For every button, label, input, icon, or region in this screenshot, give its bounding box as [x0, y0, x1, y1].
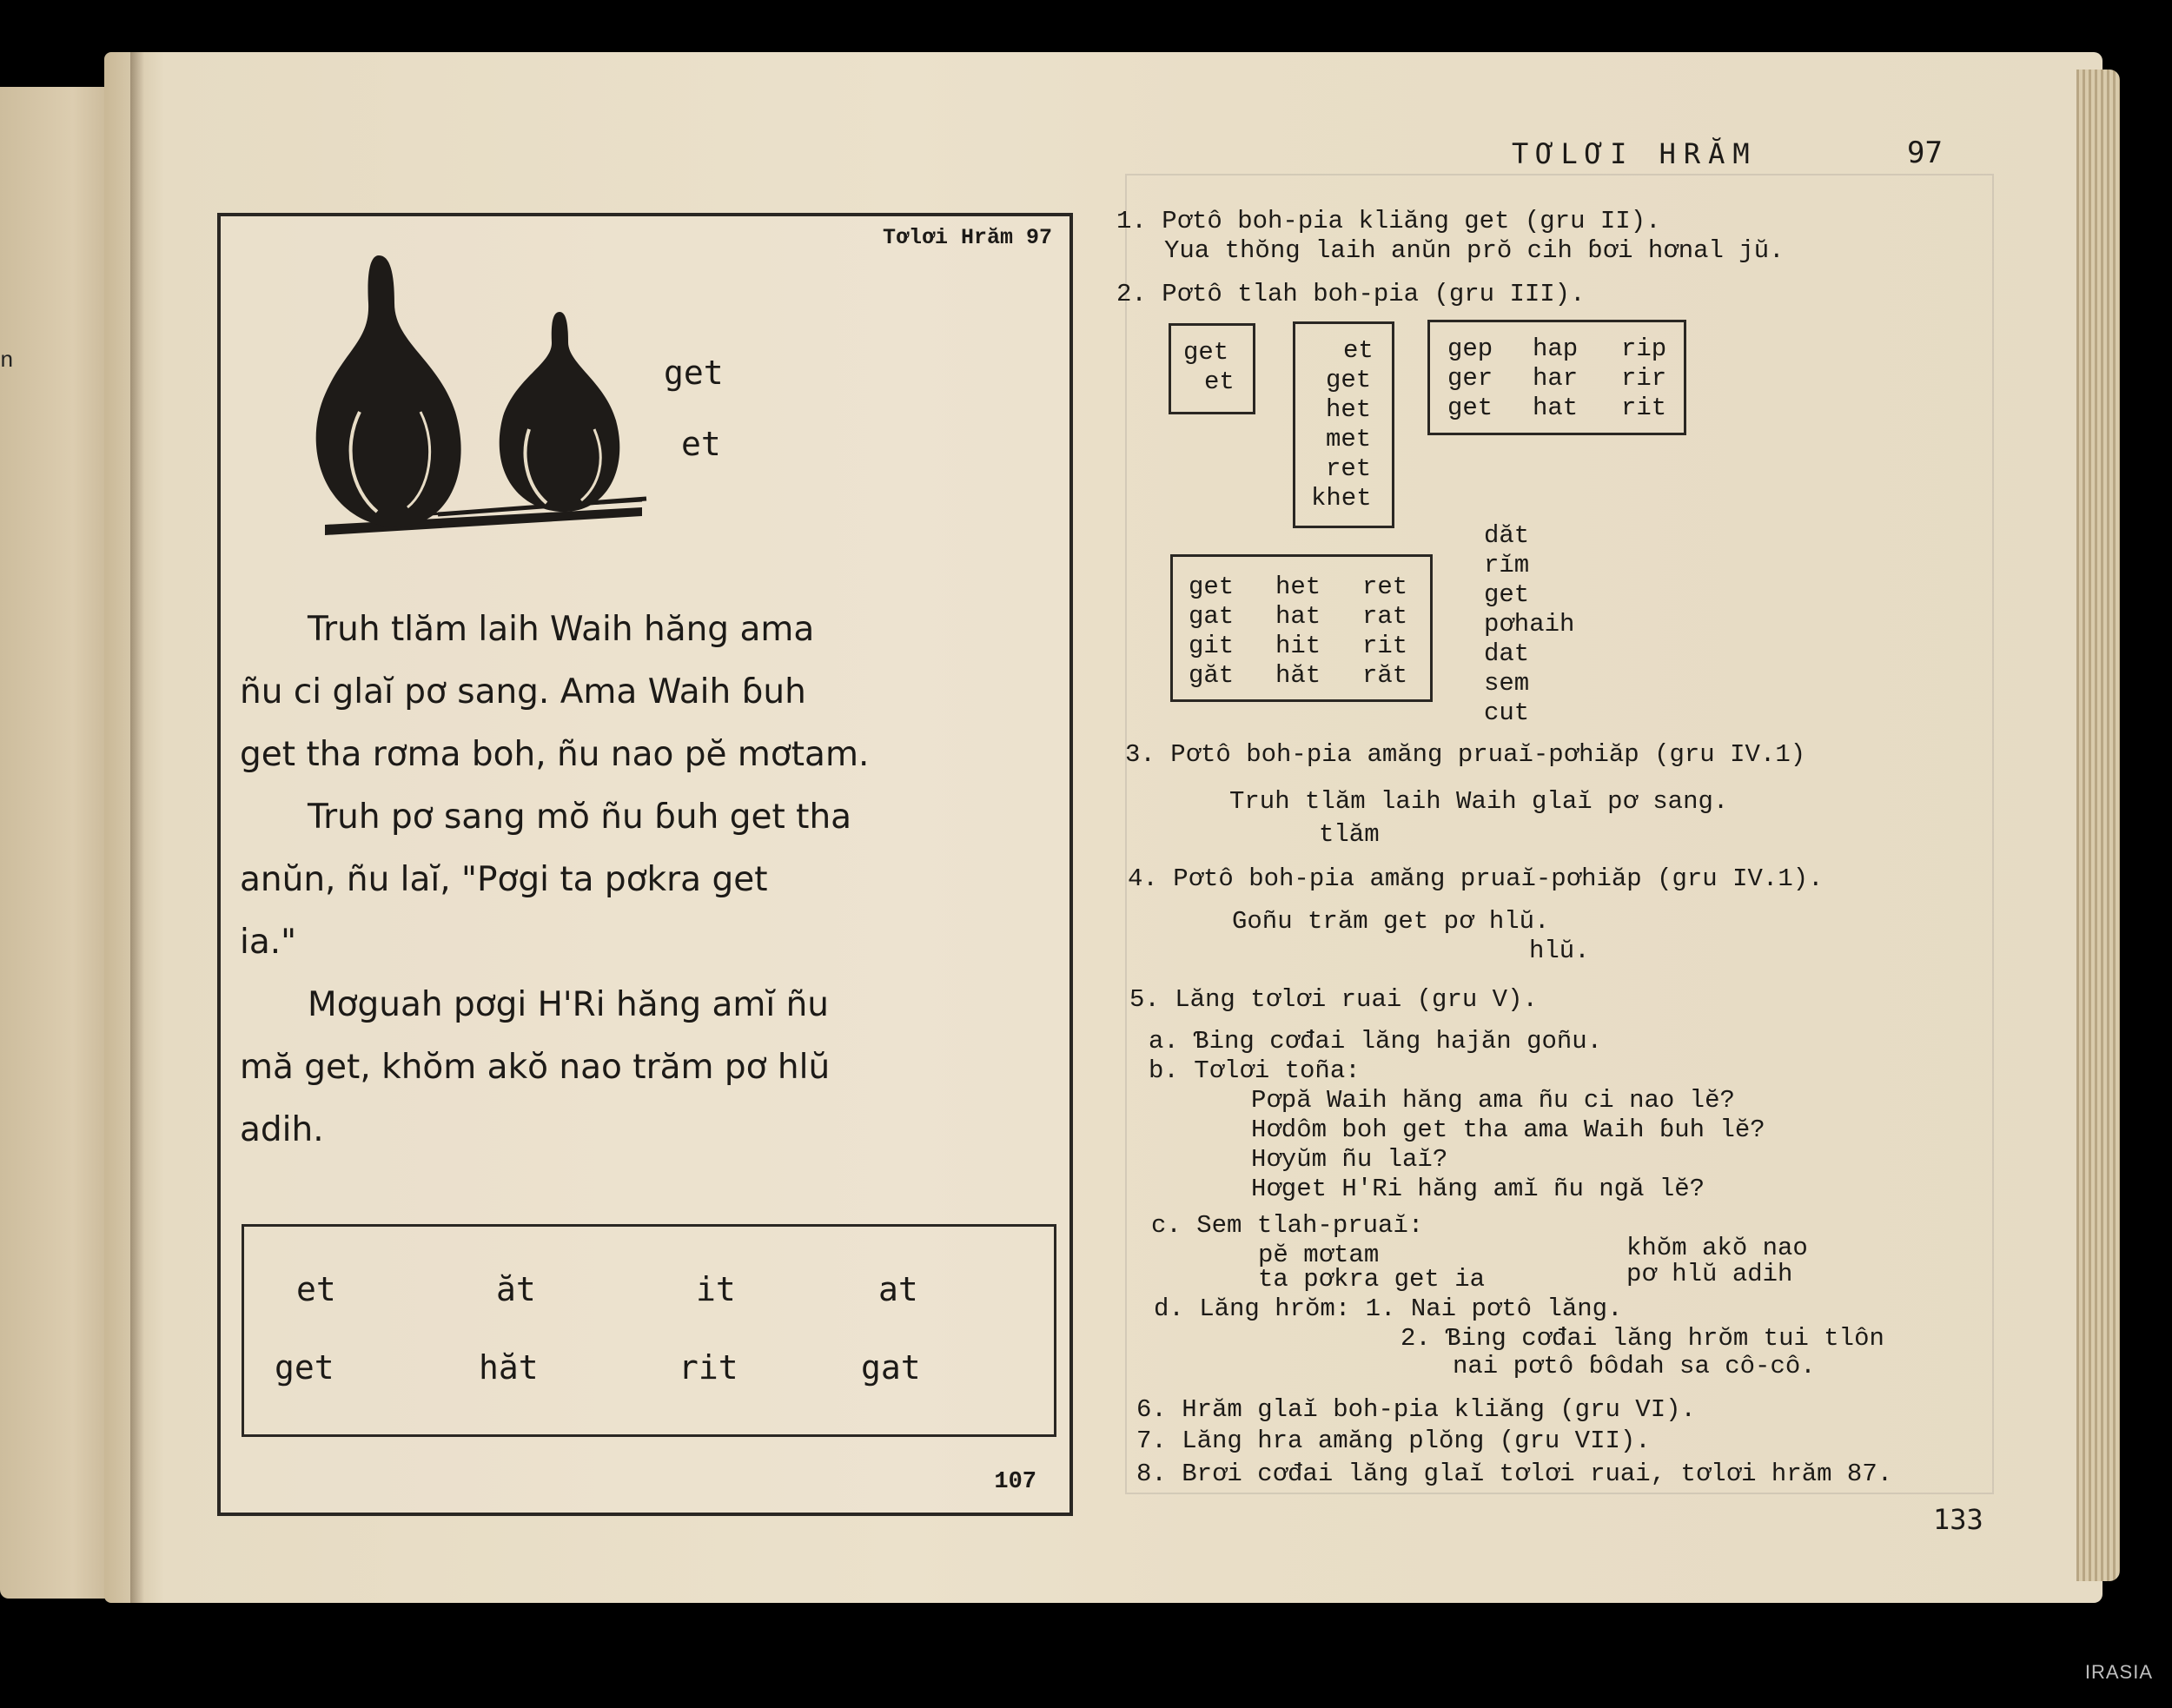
box-word: git: [1189, 632, 1235, 660]
box-word: ger: [1447, 364, 1493, 393]
pair-word: ăt: [496, 1270, 536, 1308]
item-3: 3. Pơtô boh-pia amăng pruaĭ-pơhiăp (gru IV.1): [1125, 740, 1806, 769]
word-box-c: [1427, 320, 1686, 435]
phrase: pơ hlŭ adih: [1626, 1260, 1793, 1288]
story-line: mă get, khŏm akŏ nao trăm pơ hlŭ: [240, 1048, 831, 1087]
page-edges: [2076, 70, 2120, 1581]
box-word: răt: [1362, 661, 1408, 690]
box-word: get: [1189, 573, 1235, 601]
item-5a: a. Ɓing cơđai lăng hajăn goñu.: [1149, 1027, 1603, 1056]
box-word: het: [1275, 573, 1321, 601]
story-line: ñu ci glaĭ pơ sang. Ama Waih ɓuh: [240, 672, 806, 712]
box-word: har: [1533, 364, 1579, 393]
item-8: 8. Brơi cơđai lăng glaĭ tơlơi ruai, tơlơi hrăm 87.: [1136, 1460, 1893, 1488]
list-word: sem: [1484, 669, 1530, 698]
box-word: hat: [1533, 394, 1579, 422]
item-5d-step: 2. Ɓing cơđai lăng hrŏm tui tlôn: [1401, 1324, 1884, 1353]
story-line: adih.: [240, 1110, 324, 1149]
reader-page-number: 107: [994, 1469, 1036, 1495]
pair-word: rit: [679, 1348, 738, 1387]
story-line: Mơguah pơgi H'Ri hăng amĭ ñu: [308, 985, 830, 1024]
reader-story: [240, 599, 1074, 1162]
pair-word: it: [696, 1270, 736, 1308]
box-word: met: [1326, 425, 1372, 453]
margin-fragment: n: [0, 348, 14, 374]
gourds-illustration: [308, 255, 655, 542]
box-word: et: [1204, 367, 1235, 396]
item-3-word: tlăm: [1319, 820, 1380, 849]
story-line: anŭn, ñu laĭ, "Pơgi ta pơkra get: [240, 860, 768, 899]
list-word: pơhaih: [1484, 610, 1575, 639]
question: Pơpă Waih hăng ama ñu ci nao lĕ?: [1251, 1086, 1735, 1115]
item-1: 1. Pơtô boh-pia kliăng get (gru II).: [1116, 207, 1661, 235]
running-head-number: 97: [1907, 136, 1943, 170]
box-word: ret: [1362, 573, 1408, 601]
box-word: rir: [1621, 364, 1667, 393]
box-word: get: [1447, 394, 1493, 422]
question: Hơyŭm ñu laĭ?: [1251, 1145, 1448, 1174]
reader-word-et: et: [681, 425, 721, 463]
pair-word: at: [878, 1270, 918, 1308]
question: Hơdôm boh get tha ama Waih ɓuh lĕ?: [1251, 1115, 1765, 1144]
phrase: ta pơkra get ia: [1258, 1265, 1486, 1294]
box-word: rit: [1621, 394, 1667, 422]
reader-page: [217, 213, 1073, 1516]
pair-word: et: [296, 1270, 336, 1308]
watermark: IRASIA: [2084, 1661, 2153, 1683]
list-word: cut: [1484, 698, 1530, 727]
word-box-a: [1169, 323, 1255, 414]
story-line: ia.": [240, 923, 297, 962]
item-5: 5. Lăng tơlơi ruai (gru V).: [1129, 985, 1538, 1014]
item-2: 2. Pơtô tlah boh-pia (gru III).: [1116, 280, 1586, 308]
previous-page-edge: [0, 87, 122, 1599]
list-word: dat: [1484, 639, 1530, 668]
item-4-sentence: Goñu trăm get pơ hlŭ.: [1232, 907, 1550, 936]
item-4: 4. Pơtô boh-pia amăng pruaĭ-pơhiăp (gru IV.1).: [1128, 864, 1824, 893]
pair-word: get: [275, 1348, 334, 1387]
question: Hơget H'Ri hăng amĭ ñu ngă lĕ?: [1251, 1175, 1705, 1203]
box-word: gep: [1447, 334, 1493, 363]
item-5d-step: nai pơtô ɓôdah sa cô-cô.: [1453, 1352, 1816, 1380]
pair-word: hăt: [479, 1348, 539, 1387]
box-word: gat: [1189, 602, 1235, 631]
page-number: 133: [1933, 1503, 1983, 1536]
box-word: rit: [1362, 632, 1408, 660]
item-6: 6. Hrăm glaĭ boh-pia kliăng (gru VI).: [1136, 1395, 1696, 1424]
reader-word-get: get: [664, 354, 724, 392]
item-4-word: hlŭ.: [1529, 937, 1590, 965]
item-5b: b. Tơlơi toña:: [1149, 1056, 1361, 1085]
item-3-sentence: Truh tlăm laih Waih glaĭ pơ sang.: [1229, 787, 1729, 816]
item-5d: d. Lăng hrŏm: 1. Nai pơtô lăng.: [1154, 1294, 1623, 1323]
list-word: rĭm: [1484, 551, 1530, 579]
box-word: hăt: [1275, 661, 1321, 690]
box-word: hat: [1275, 602, 1321, 631]
story-line: get tha rơma boh, ñu nao pĕ mơtam.: [240, 735, 870, 774]
list-word: get: [1484, 580, 1530, 609]
box-word: rat: [1362, 602, 1408, 631]
phrase: khŏm akŏ nao: [1626, 1234, 1808, 1262]
box-word: get: [1326, 366, 1372, 394]
running-head: TƠLƠI HRĂM: [1512, 137, 1758, 170]
reader-page-header: Tơlơi Hrăm 97: [882, 225, 1052, 250]
word-box-b: [1293, 321, 1394, 528]
item-1-note: Yua thŏng laih anŭn prŏ cih ɓơi hơnal jŭ.: [1164, 236, 1785, 265]
box-word: găt: [1189, 661, 1235, 690]
story-line: Truh pơ sang mŏ ñu ɓuh get tha: [308, 798, 852, 837]
box-word: get: [1183, 338, 1229, 367]
box-word: khet: [1311, 484, 1372, 513]
box-word: hit: [1275, 632, 1321, 660]
phrase: pĕ mơtam: [1258, 1241, 1380, 1269]
box-word: rip: [1621, 334, 1667, 363]
list-word: dăt: [1484, 521, 1530, 550]
box-word: ret: [1326, 454, 1372, 483]
story-line: Truh tlăm laih Waih hăng ama: [308, 610, 815, 649]
item-5c: c. Sem tlah-pruaĭ:: [1151, 1211, 1424, 1240]
rhyme-pairs-box: [242, 1224, 1056, 1437]
box-word: hap: [1533, 334, 1579, 363]
box-word: het: [1326, 395, 1372, 424]
item-7: 7. Lăng hra amăng plŏng (gru VII).: [1136, 1427, 1651, 1455]
gutter-shadow: [130, 52, 144, 1603]
word-box-d: [1170, 554, 1433, 702]
box-word: et: [1343, 336, 1374, 365]
pair-word: gat: [861, 1348, 921, 1387]
